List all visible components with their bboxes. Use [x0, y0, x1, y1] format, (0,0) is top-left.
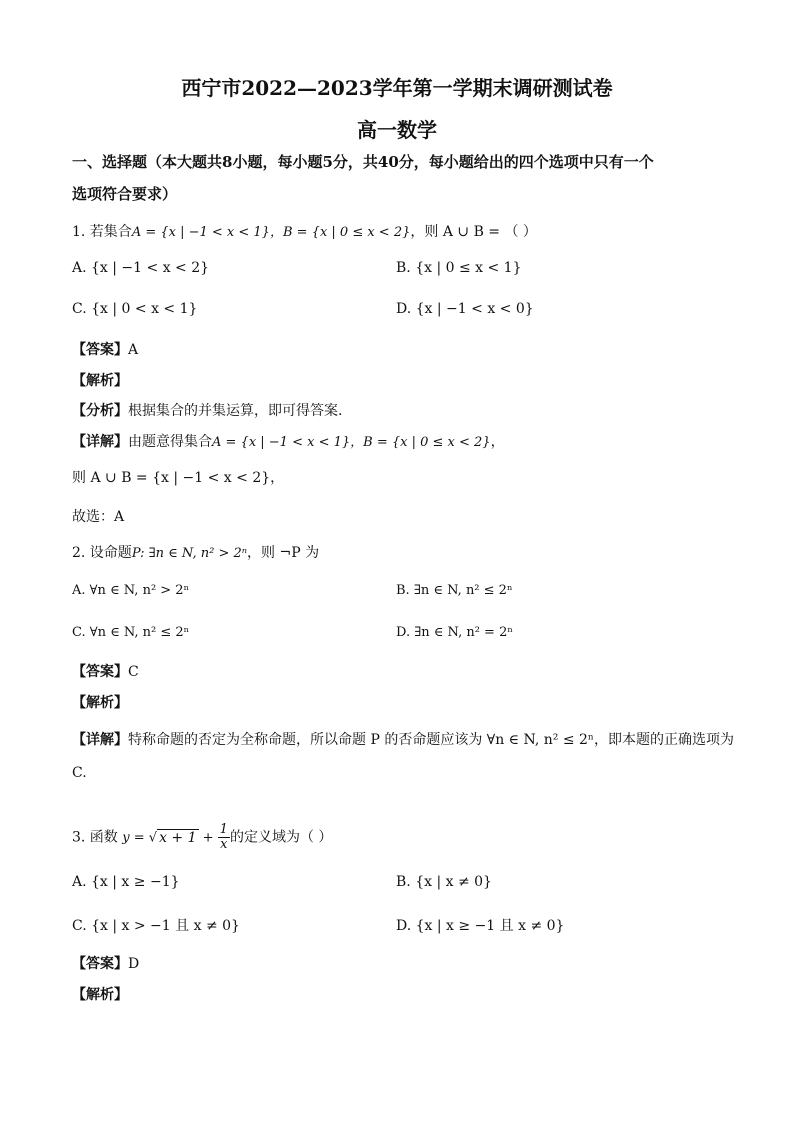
q1-stem-suffix: ，则 A ∪ B = （ ） [410, 224, 537, 240]
exam-subtitle: 高一数学 [357, 118, 437, 142]
q1-answer [72, 339, 138, 359]
q1-stem-math: A = {x | −1 < x < 1}，B = {x | 0 ≤ x < 2} [131, 225, 411, 240]
q3-answer: 【答案】D [72, 956, 140, 972]
q1-answer-value: A [128, 342, 139, 358]
q2-detail-line2: C. [72, 765, 87, 781]
q1-conclusion: 故选：A [72, 509, 125, 525]
q1-detail-line2: 则 A ∪ B = {x | −1 < x < 2}， [72, 470, 285, 486]
q3-analysis-tag: 【解析】 [72, 987, 128, 1003]
q3-option-d: D. {x | x ≥ −1 且 x ≠ 0} [396, 918, 565, 934]
q1-option-c: C. {x | 0 < x < 1} [72, 301, 198, 317]
q2-analysis-tag: 【解析】 [72, 695, 128, 711]
q1-stem-prefix: 1. 若集合 [72, 224, 132, 240]
section-heading-line1: 一、选择题（本大题共8小题，每小题5分，共40分，每小题给出的四个选项中只有一个 [72, 153, 654, 171]
q1-stem [72, 221, 537, 241]
q3-fraction: $\frac{1}{x}$ [219, 822, 228, 852]
q2-stem: 2. 设命题P: ∃n ∈ N, n² > 2ⁿ，则 ¬P 为 [72, 545, 320, 561]
q1-option-b: B. {x | 0 ≤ x < 1} [396, 260, 522, 276]
q1-option-a: A. {x | −1 < x < 2} [72, 260, 210, 276]
q1-fenxi: 【分析】根据集合的并集运算，即可得答案. [72, 403, 343, 419]
q3-option-a: A. {x | x ≥ −1} [72, 874, 180, 890]
q2-option-b: B. ∃n ∈ N, n² ≤ 2ⁿ [396, 583, 513, 598]
q3-stem: 3. 函数 y = √ x + 1 + $\frac{1}{x}$ 的定义域为（ ） [72, 822, 333, 852]
q1-detail: 【详解】由题意得集合A = {x | −1 < x < 1}，B = {x | 0 ≤ x < 2}， [72, 434, 505, 450]
q1-option-d: D. {x | −1 < x < 0} [396, 301, 534, 317]
q2-answer: 【答案】C [72, 664, 139, 680]
q2-detail: 【详解】特称命题的否定为全称命题，所以命题 P 的否命题应该为 ∀n ∈ N, n² ≤ 2ⁿ，即本题的正确选项为 [72, 732, 734, 748]
q1-answer-tag: 【答案】 [72, 342, 128, 358]
q2-option-a: A. ∀n ∈ N, n² > 2ⁿ [72, 583, 190, 598]
section-heading-line2: 选项符合要求） [72, 185, 178, 203]
q2-option-d: D. ∃n ∈ N, n² = 2ⁿ [396, 625, 513, 640]
q1-analysis-tag: 【解析】 [72, 373, 128, 389]
q3-option-c: C. {x | x > −1 且 x ≠ 0} [72, 918, 240, 934]
q3-option-b: B. {x | x ≠ 0} [396, 874, 492, 890]
q2-option-c: C. ∀n ∈ N, n² ≤ 2ⁿ [72, 625, 190, 640]
exam-title: 西宁市2022—2023学年第一学期末调研测试卷 [181, 76, 613, 100]
